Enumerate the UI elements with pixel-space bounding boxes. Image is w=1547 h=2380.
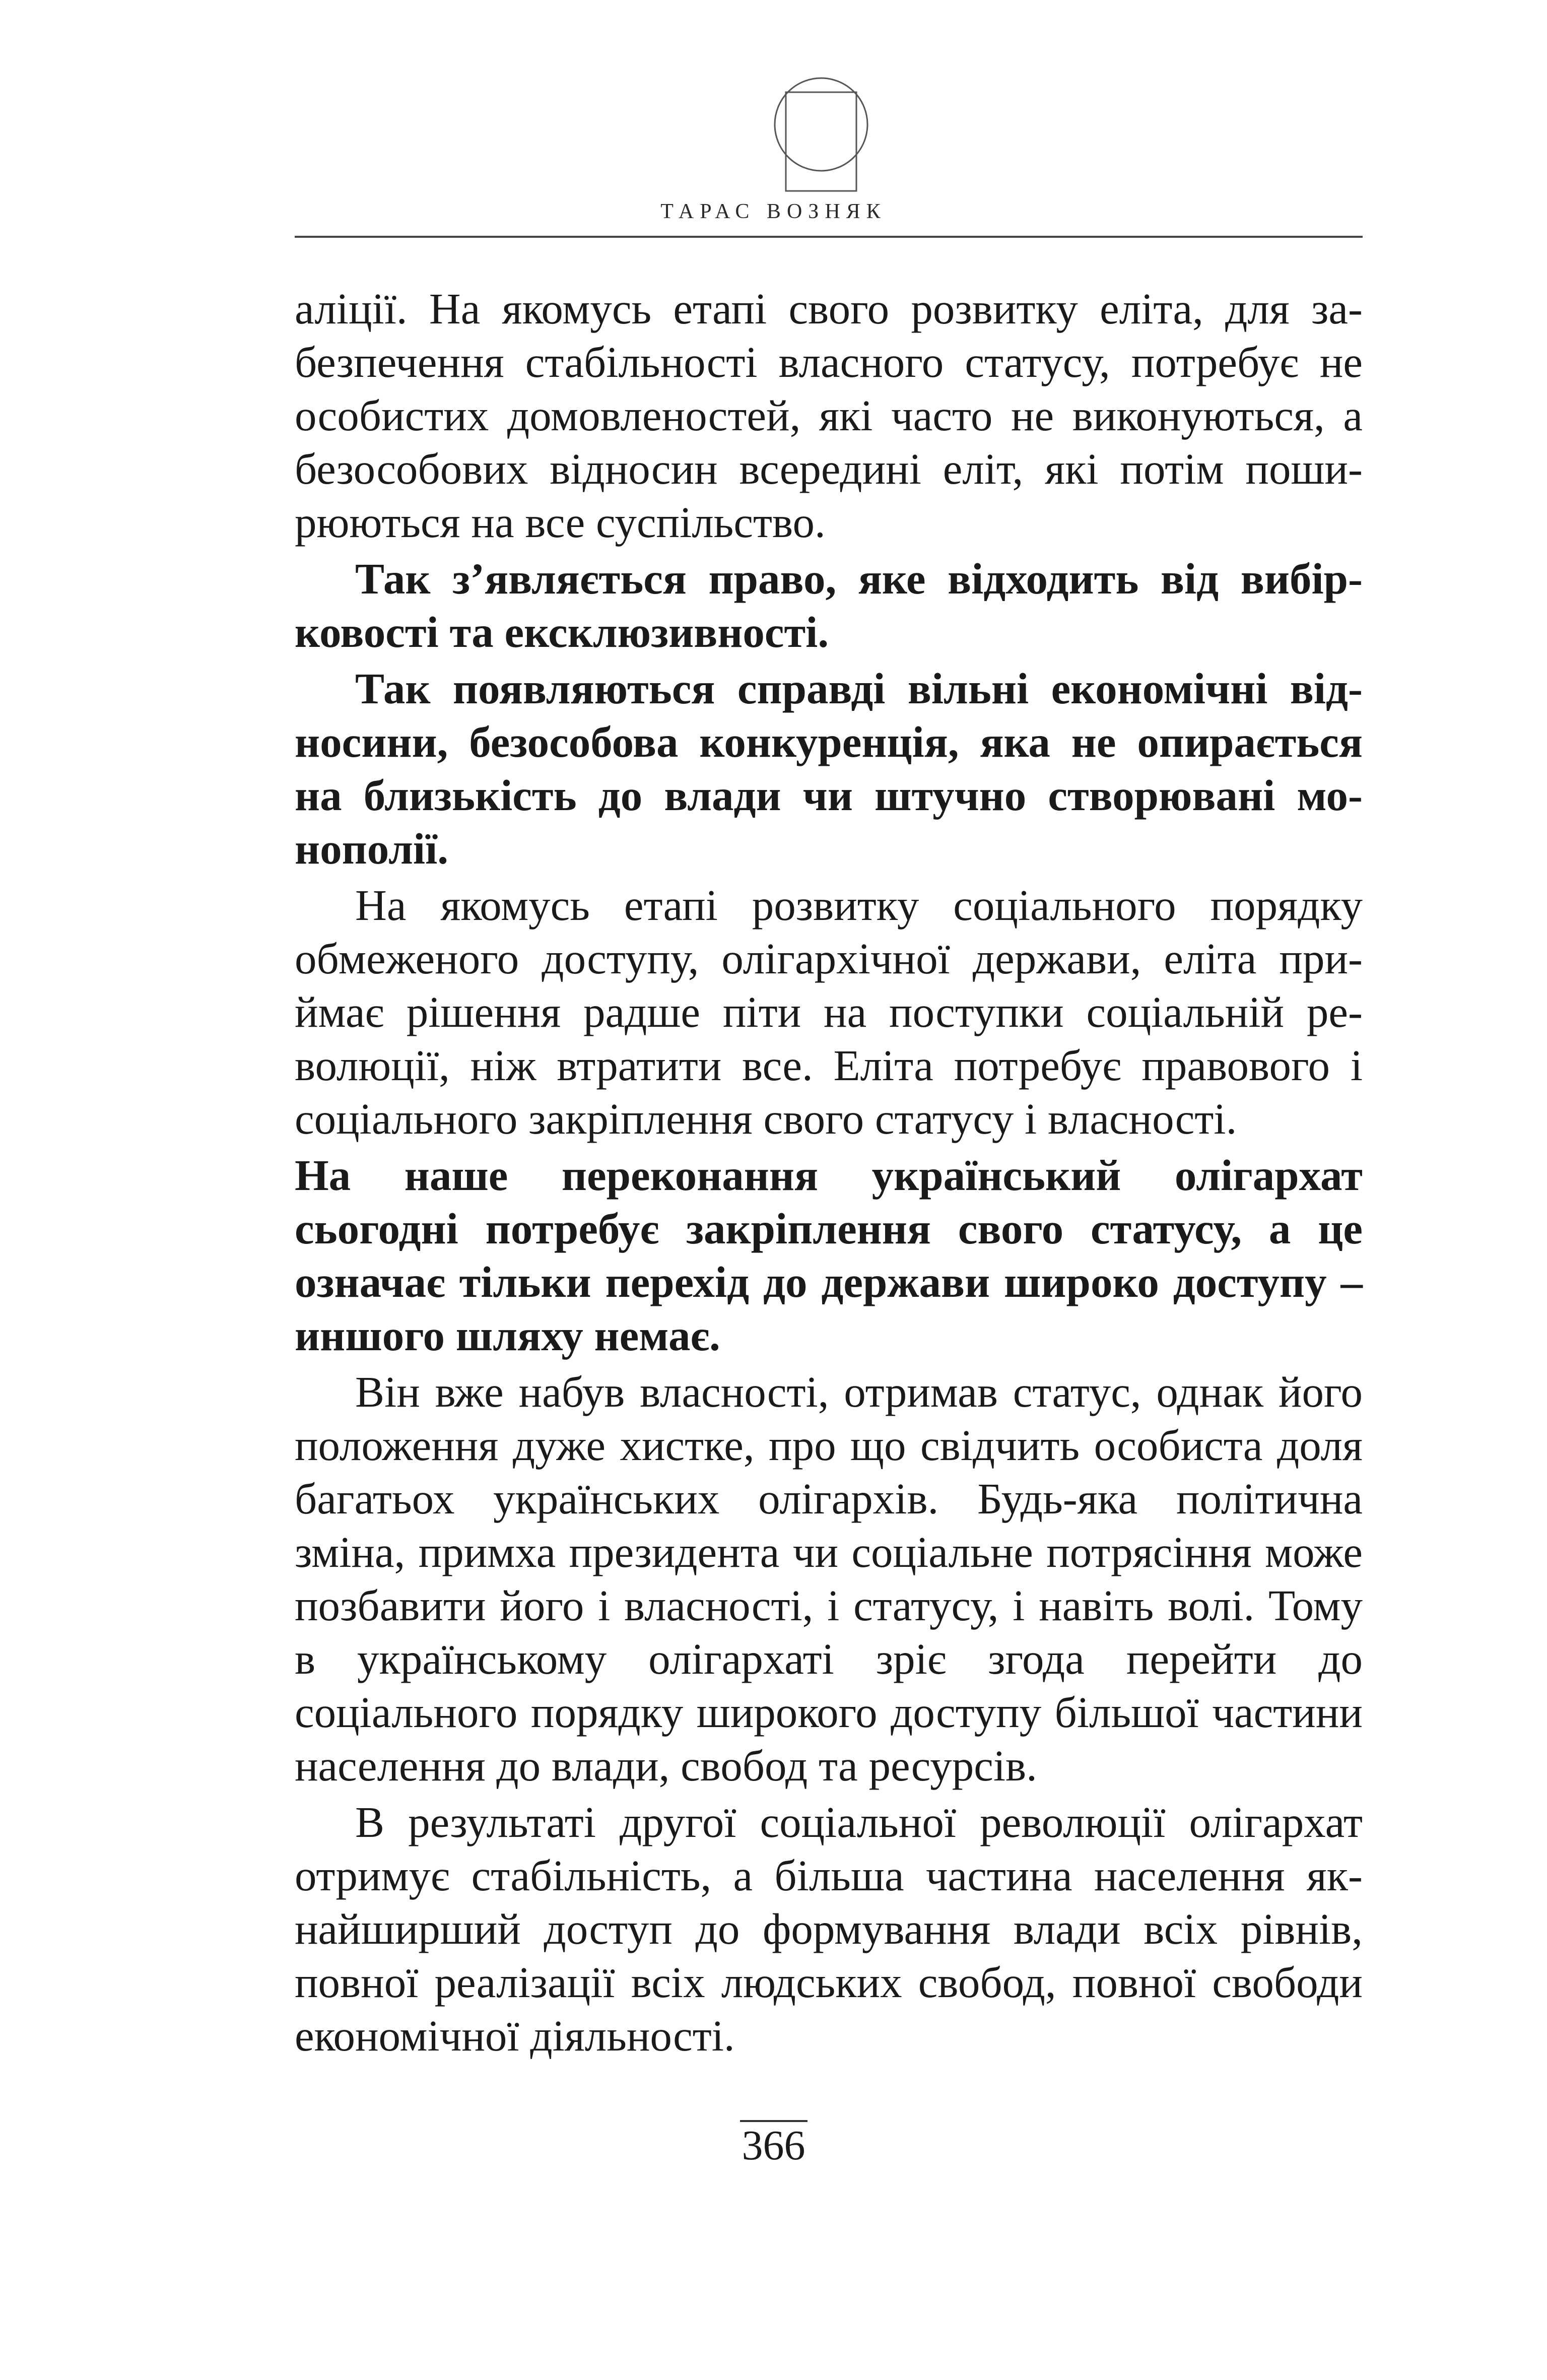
body-text bbox=[295, 282, 1363, 2066]
paragraph: В результаті другої соціальної революції олігархат отримує стабільність, а більша частина населення якнайширший доступ до формування влади всіх рівнів, повної реалізації всіх людських свобод, повної свободи економічної діяльності. bbox=[295, 1798, 1363, 2060]
paragraph-bold: Так з’являється право, яке відходить від вибірковості та ексклюзивності. bbox=[295, 554, 1363, 656]
paragraph: На якомусь етапі розвитку соціального порядку обмеженого доступу, олігархічної держави, еліта приймає рішення радше піти на поступки соціальній революції, ніж втратити все. Еліта потребує правового і соціального закріплення свого статусу і власності. bbox=[295, 881, 1363, 1143]
paragraph: Він вже набув власності, отримав статус, однак його положення дуже хистке, про що свідчить особиста доля багатьох українських олігархів. Будь-яка політична зміна, примха президента чи соціальне потрясіння може позбавити його і власності, і статусу, і навіть волі. Тому в українському олігархаті зріє згода перейти до соціального порядку широкого доступу більшої частини населення до влади, свобод та ресурсів. bbox=[295, 1367, 1363, 1790]
circle-square-emblem-icon bbox=[771, 73, 871, 194]
paragraph-bold: На наше переконання український олігархат сьогодні потребує закріплення свого статусу, а це означає тільки перехід до держави широко доступу – иншого шляху немає. bbox=[295, 1151, 1363, 1360]
running-head: ТАРАС ВОЗНЯК bbox=[660, 200, 887, 223]
page-number bbox=[0, 2121, 1547, 2170]
paragraph-bold: Так появляються справді вільні економічні відносини, безособова конкуренція, яка не опирається на близькість до влади чи штучно створювані монополії. bbox=[295, 664, 1363, 873]
header-divider bbox=[295, 236, 1363, 238]
paragraph: аліції. На якомусь етапі свого розвитку еліта, для забезпечення стабільності власного статусу, потребує не особистих домовленостей, які часто не виконуються, а безособових відносин всередині еліт, які потім поширюються на все суспільство. bbox=[295, 284, 1363, 547]
page-number-label: 366 bbox=[740, 2120, 808, 2169]
